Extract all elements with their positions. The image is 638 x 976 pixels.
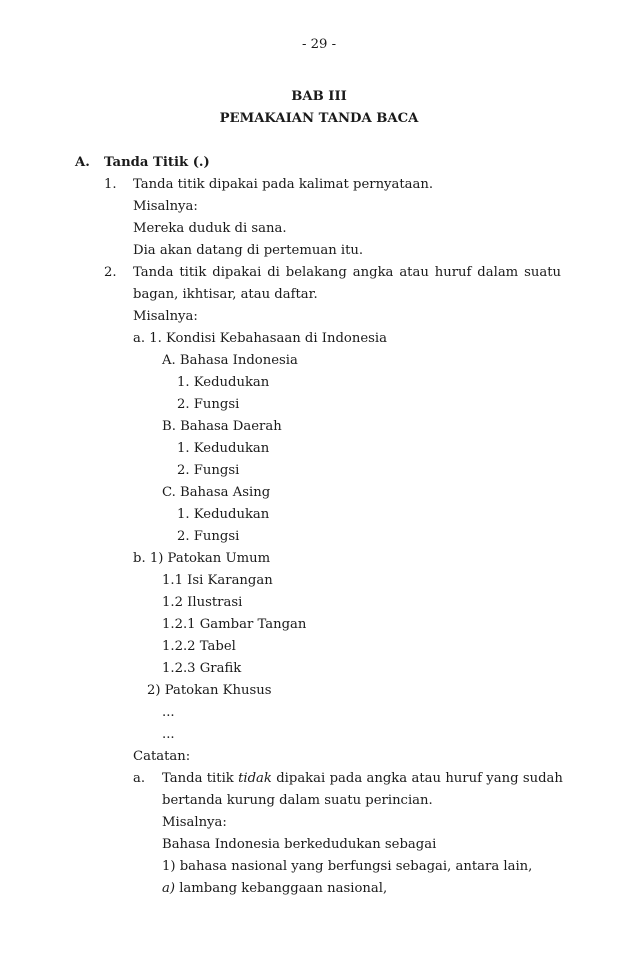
catatan-example-3-text: lambang kebanggaan nasional, (175, 881, 388, 896)
outline-a-C1: 1. Kedudukan (177, 507, 270, 522)
catatan-example-1: Bahasa Indonesia berkedudukan sebagai (162, 837, 437, 852)
outline-b-ellipsis: ... (162, 727, 175, 742)
word: Tanda (162, 771, 203, 786)
outline-a-C: C. Bahasa Asing (162, 485, 271, 500)
item-2-text-cont: bagan, ikhtisar, atau daftar. (133, 287, 318, 302)
word: huruf (434, 265, 472, 280)
word: suatu (524, 265, 561, 280)
word: belakang (285, 265, 347, 280)
outline-a-heading: a. 1. Kondisi Kebahasaan di Indonesia (133, 331, 388, 346)
catatan-example-2: 1) bahasa nasional yang berfungsi sebagai, antara lain, (162, 859, 533, 874)
word: atau (399, 265, 429, 280)
outline-a-B1: 1. Kedudukan (177, 441, 270, 456)
word: dipakai (212, 265, 262, 280)
outline-b-ellipsis: ... (162, 705, 175, 720)
outline-a-C2: 2. Fungsi (177, 529, 240, 544)
word: dipakai (276, 771, 326, 786)
outline-b-1-2-2: 1.2.2 Tabel (162, 639, 236, 654)
section-letter: A. (75, 155, 90, 170)
outline-b-1-1: 1.1 Isi Karangan (162, 573, 273, 588)
item-1-example-label: Misalnya: (133, 199, 198, 214)
outline-a-A: A. Bahasa Indonesia (162, 353, 298, 368)
word: angka (366, 771, 408, 786)
emphasized-word: tidak (238, 771, 272, 786)
chapter-heading: BAB III (291, 89, 347, 104)
item-1-number: 1. (104, 177, 117, 192)
catatan-a-letter: a. (133, 771, 146, 786)
outline-a-A1: 1. Kedudukan (177, 375, 270, 390)
item-1-example: Mereka duduk di sana. (133, 221, 287, 236)
page-number: - 29 - (301, 37, 337, 52)
word: yang (486, 771, 519, 786)
item-1-text: Tanda titik dipakai pada kalimat pernyataan. (133, 177, 434, 192)
word: atau (411, 771, 441, 786)
word: pada (329, 771, 363, 786)
item-2-number: 2. (104, 265, 117, 280)
word: angka (352, 265, 394, 280)
outline-a-B: B. Bahasa Daerah (162, 419, 282, 434)
item-1-example: Dia akan datang di pertemuan itu. (133, 243, 364, 258)
outline-b-2: 2) Patokan Khusus (147, 683, 272, 698)
catatan-a-text-cont: bertanda kurung dalam suatu perincian. (162, 793, 433, 808)
word: huruf (445, 771, 482, 786)
catatan-label: Catatan: (133, 749, 191, 764)
catatan-example-3-letter: a) (162, 881, 176, 896)
word: di (267, 265, 280, 280)
outline-b-1-2-1: 1.2.1 Gambar Tangan (162, 617, 307, 632)
outline-b-1-2: 1.2 Ilustrasi (162, 595, 243, 610)
word: titik (179, 265, 207, 280)
catatan-a-justified-line (162, 771, 563, 787)
outline-a-A2: 2. Fungsi (177, 397, 240, 412)
outline-b-1-2-3: 1.2.3 Grafik (162, 661, 242, 676)
item-2-justified-line (133, 265, 561, 281)
chapter-title: PEMAKAIAN TANDA BACA (219, 111, 419, 126)
word: Tanda (133, 265, 174, 280)
word: sudah (522, 771, 563, 786)
outline-a-B2: 2. Fungsi (177, 463, 240, 478)
outline-b-heading: b. 1) Patokan Umum (133, 551, 271, 566)
catatan-example-3 (162, 881, 387, 897)
word: titik (206, 771, 234, 786)
word: dalam (477, 265, 519, 280)
item-2-example-label: Misalnya: (133, 309, 198, 324)
catatan-example-label: Misalnya: (162, 815, 227, 830)
section-title: Tanda Titik (.) (104, 155, 210, 170)
